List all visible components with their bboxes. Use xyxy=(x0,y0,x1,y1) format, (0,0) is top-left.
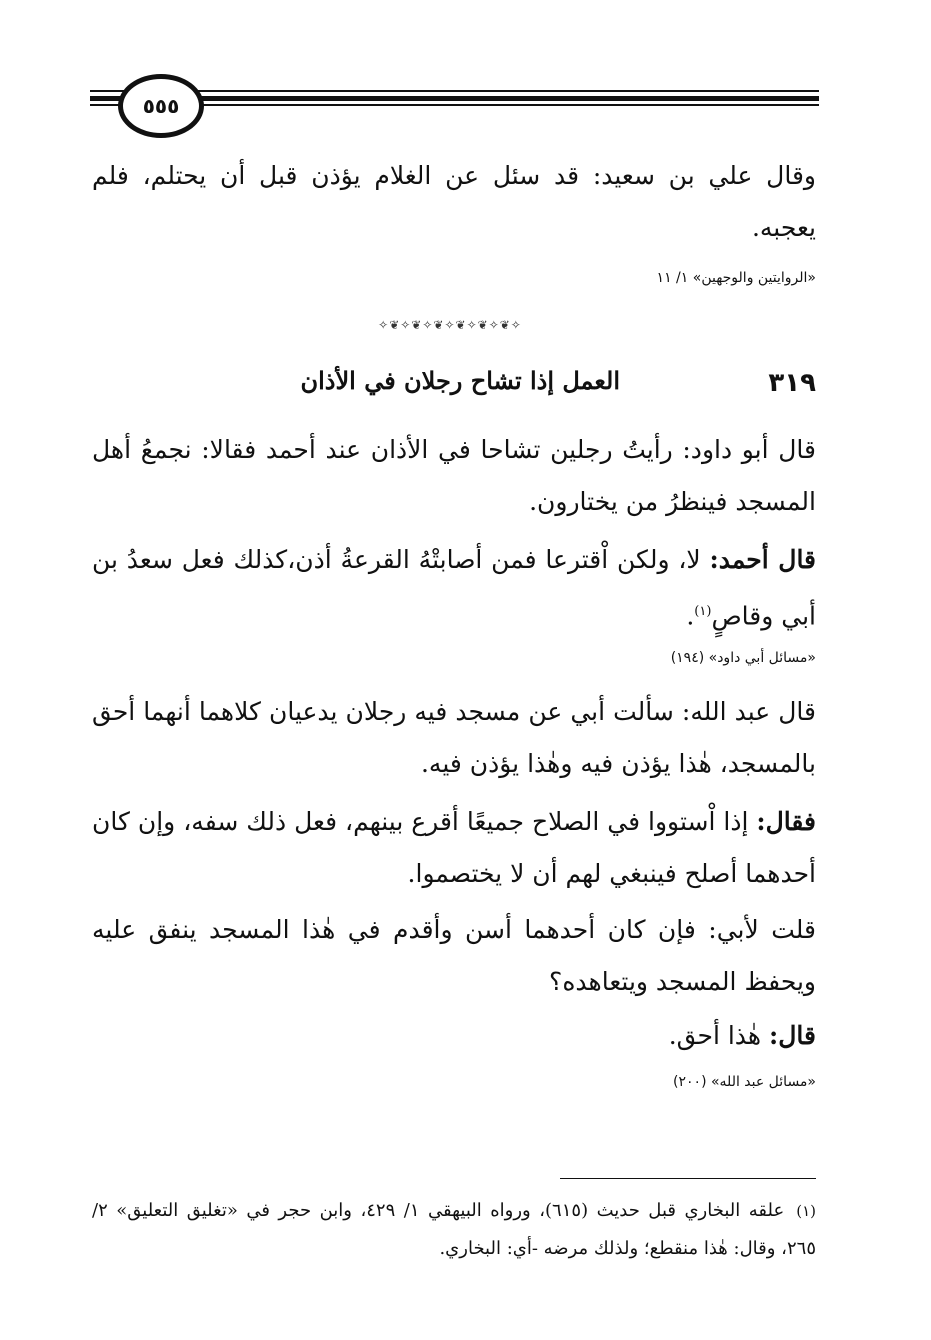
source-citation-3: «مسائل عبد الله» (٢٠٠) xyxy=(673,1074,816,1090)
speaker-label: قال أحمد: xyxy=(709,545,817,574)
paragraph-qal xyxy=(92,1010,816,1062)
paragraph-abdullah-question: قال عبد الله: سألت أبي عن مسجد فيه رجلان يدعيان كلاهما أنهما أحق بالمسجد، هٰذا يؤذن فيه وهٰذا يؤذن فيه. xyxy=(92,697,816,778)
paragraph-ali-bin-said: وقال علي بن سعيد: قد سئل عن الغلام يؤذن قبل أن يحتلم، فلم يعجبه. xyxy=(92,161,816,242)
section-divider-ornament: ✧❦✧❦✧❦✧❦✧❦✧❦✧ xyxy=(378,318,522,332)
footnote xyxy=(92,1192,816,1268)
speaker-label: قال: xyxy=(769,1021,816,1050)
answer-text: لا، ولكن اْقترعا فمن أصابتْهُ القرعةُ أذن،كذلك فعل سعدُ بن أبي وقاصٍ xyxy=(92,545,816,631)
footnote-marker: (١) xyxy=(796,1202,816,1220)
speaker-label: فقال: xyxy=(756,807,816,836)
footnote-text: علقه البخاري قبل حديث (٦١٥)، ورواه البيهقي ١/ ٤٢٩، وابن حجر في «تغليق التعليق» ٢/ ٢٦٥، وقال: هٰذا منقطع؛ ولذلك مرضه -أي: البخاري. xyxy=(92,1200,816,1259)
section-title: العمل إذا تشاح رجلان في الأذان xyxy=(300,366,620,395)
answer-end: . xyxy=(686,601,695,631)
footnote-ref: (١) xyxy=(694,604,712,619)
answer-text: هٰذا أحق. xyxy=(668,1021,770,1050)
paragraph-faqal xyxy=(92,796,816,900)
page-number: ٥٥٥ xyxy=(118,74,204,138)
footnote-rule xyxy=(560,1178,816,1179)
paragraph-abu-dawud: قال أبو داود: رأيتُ رجلين تشاحا في الأذان عند أحمد فقالا: نجمعُ أهل المسجد فينظرُ من يختارون. xyxy=(92,435,816,516)
paragraph-ahmad-answer xyxy=(92,534,816,642)
answer-text: إذا اْستووا في الصلاح جميعًا أقرع بينهم، فعل ذلك سفه، وإن كان أحدهما أصلح فينبغي لهم أن لا يختصموا. xyxy=(92,807,816,888)
section-number: ٣١٩ xyxy=(768,368,816,398)
paragraph-qultu: قلت لأبي: فإن كان أحدهما أسن وأقدم في هٰذا المسجد ينفق عليه ويحفظ المسجد ويتعاهده؟ xyxy=(92,915,816,996)
source-citation-2: «مسائل أبي داود» (١٩٤) xyxy=(670,650,816,666)
source-citation-1: «الروايتين والوجهين» ١/ ١١ xyxy=(656,270,816,286)
section-heading xyxy=(92,366,816,410)
